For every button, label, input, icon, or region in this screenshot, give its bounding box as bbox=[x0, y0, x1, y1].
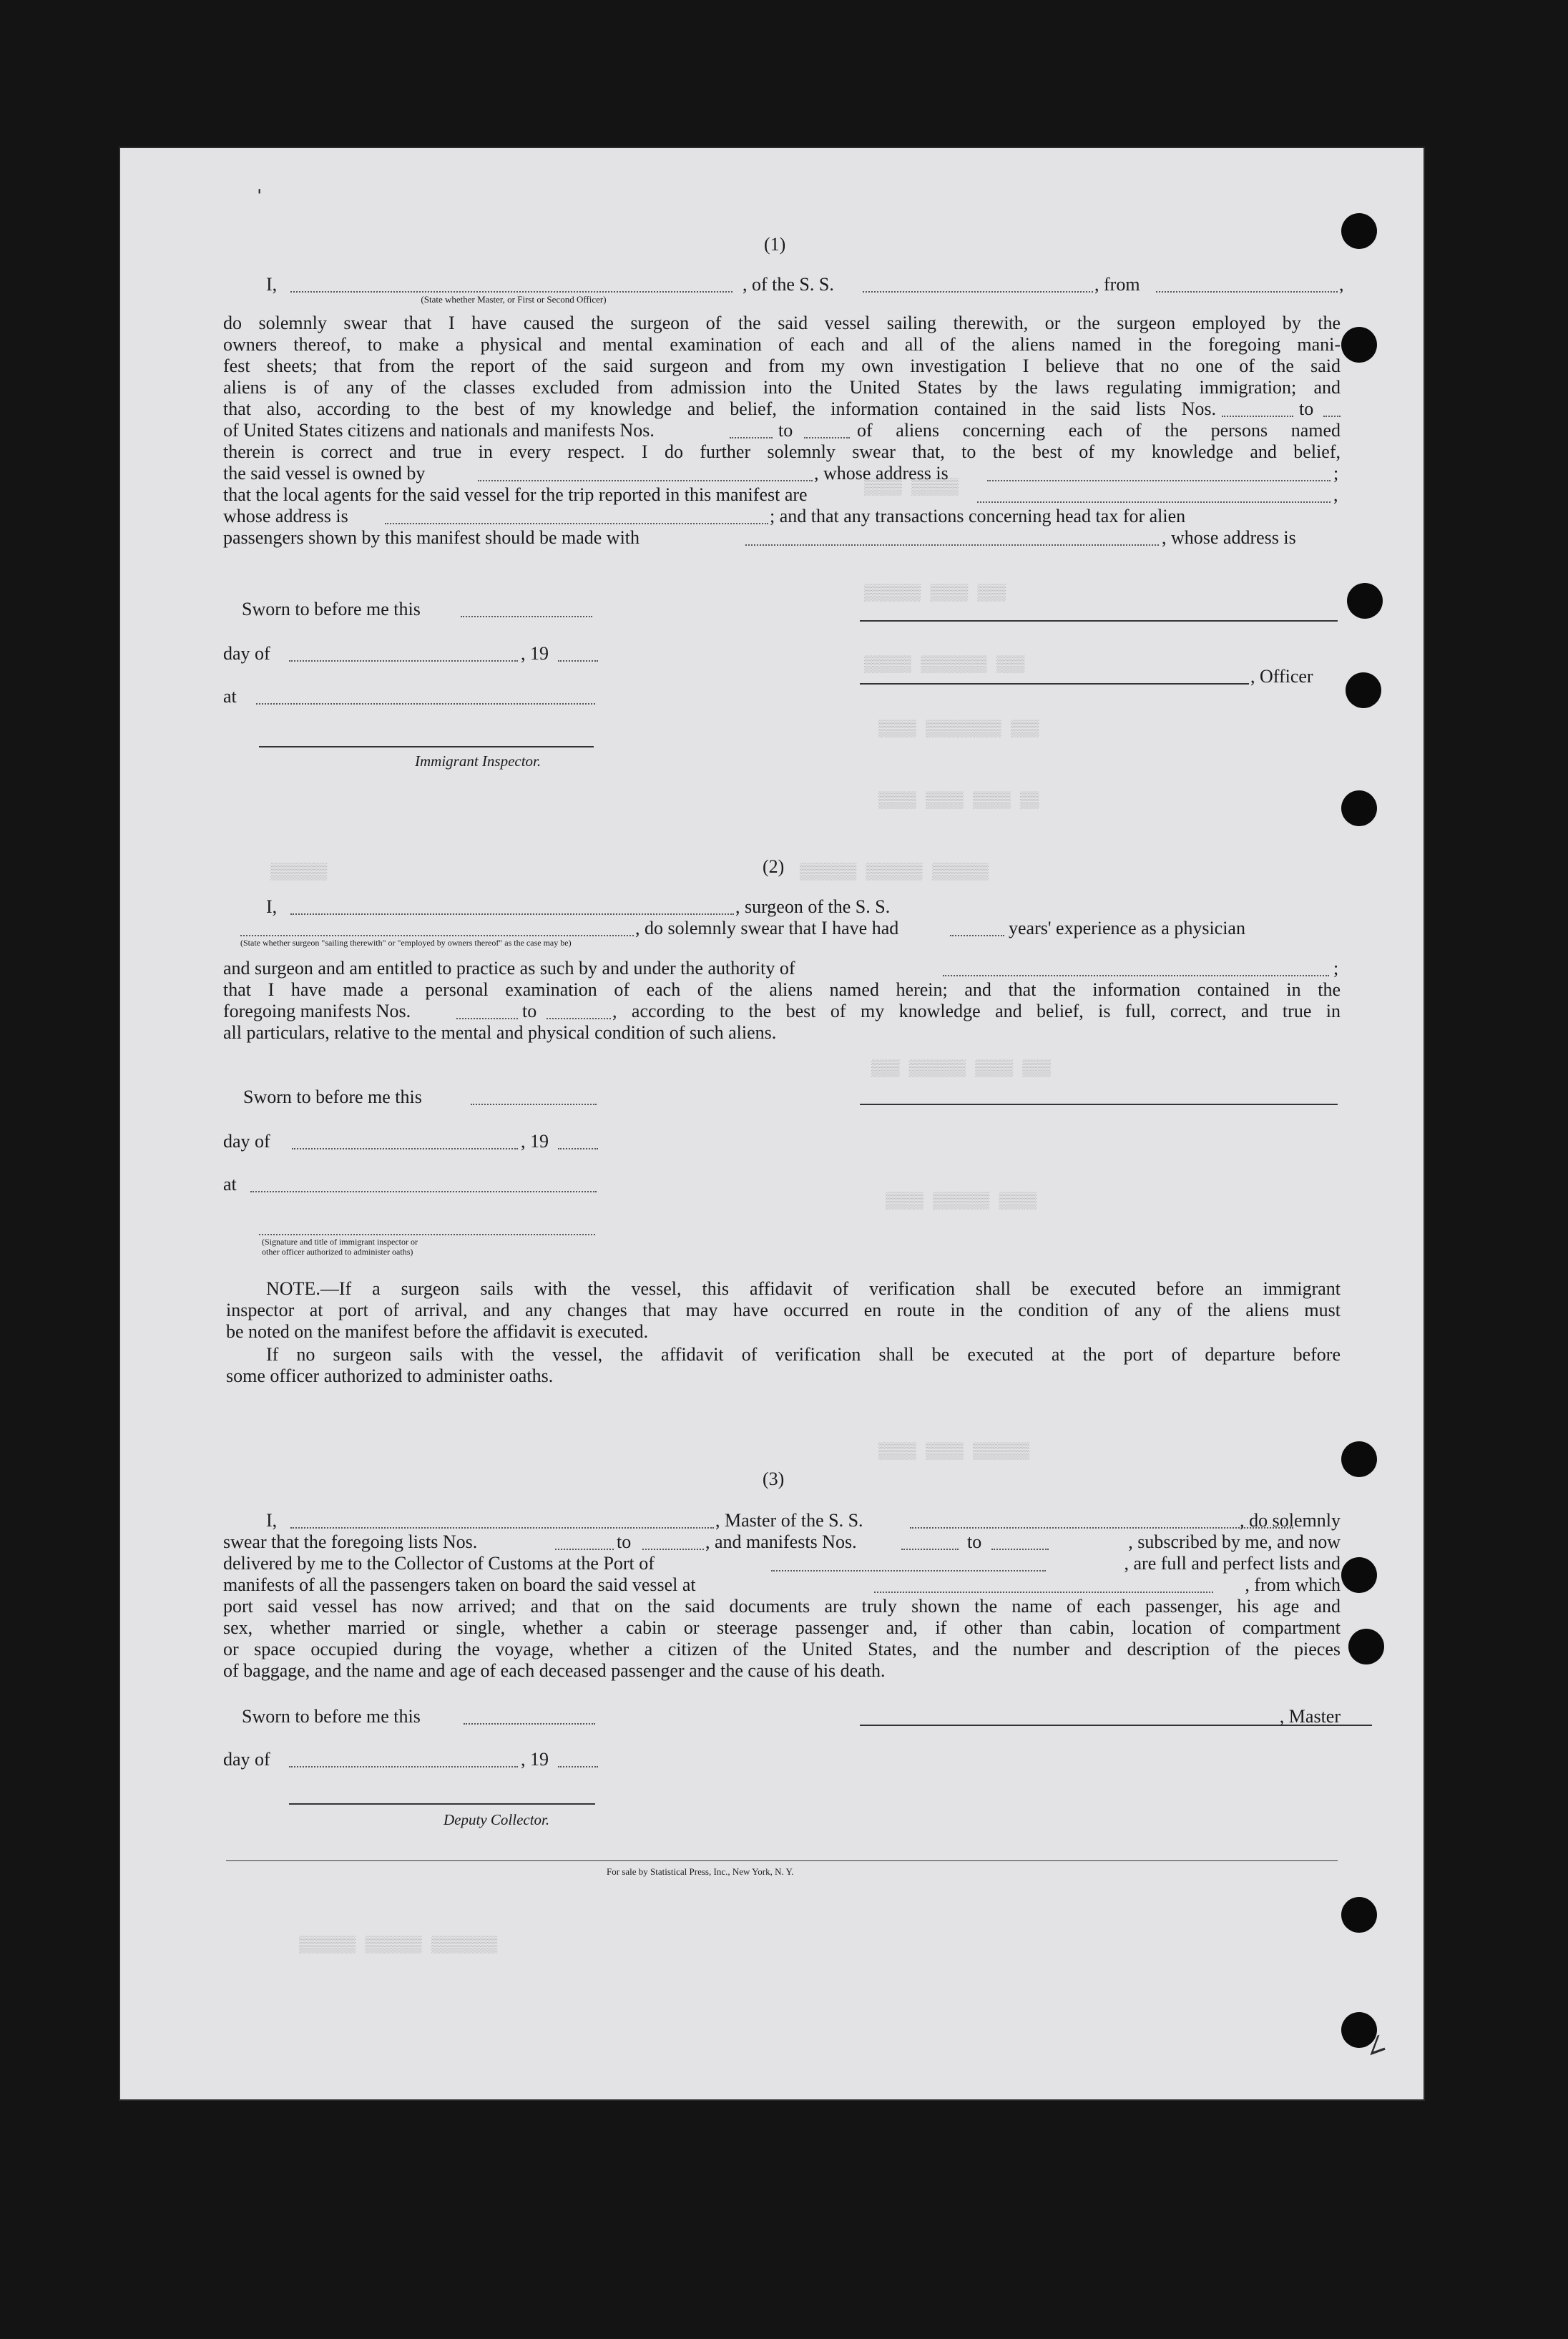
bleed-through-text: ▒▒▒▒▒▒ ▒▒▒▒▒▒ ▒▒▒▒▒▒▒ bbox=[299, 1936, 498, 1954]
s2-signature-line bbox=[860, 1104, 1338, 1105]
at-label: at bbox=[223, 686, 237, 707]
note-text: be noted on the manifest before the affidavit is executed. bbox=[226, 1321, 649, 1342]
note-text: NOTE.—If a surgeon sails with the vessel, this affidavit of verification shall be executed before an immigrant bbox=[266, 1278, 1341, 1299]
manifests-from-field[interactable] bbox=[730, 437, 773, 438]
surgeon-note: (State whether surgeon "sailing therewith" or "employed by owners thereof" as the case may be) bbox=[240, 938, 572, 948]
s1-paragraph-line: of United States citizens and nationals and manifests Nos. bbox=[223, 420, 655, 441]
to-label: to bbox=[617, 1531, 632, 1552]
master-of-label: , Master of the S. S. bbox=[715, 1510, 863, 1531]
authority-field[interactable] bbox=[943, 975, 1329, 976]
sworn-label: Sworn to before me this bbox=[242, 599, 421, 619]
lists-to-field[interactable] bbox=[1323, 416, 1341, 417]
inspector-label: Immigrant Inspector. bbox=[415, 752, 542, 770]
deputy-signature-line bbox=[289, 1803, 595, 1805]
foregoing-from-field[interactable] bbox=[456, 1018, 518, 1019]
at-field[interactable] bbox=[256, 703, 595, 705]
s2-sworn-field[interactable] bbox=[471, 1104, 597, 1105]
officer-line bbox=[860, 683, 1249, 685]
whose-address-label: , whose address is bbox=[814, 463, 949, 484]
port-field[interactable] bbox=[771, 1570, 1046, 1571]
s3-paragraph-line: port said vessel has now arrived; and that on the said documents are truly shown the name of each passenger, his age and bbox=[223, 1596, 1341, 1617]
delivered-label: delivered by me to the Collector of Customs at the Port of bbox=[223, 1553, 655, 1574]
to-label: to bbox=[522, 1001, 537, 1021]
note-text: If no surgeon sails with the vessel, the affidavit of verification shall be executed at the port of departure before bbox=[266, 1344, 1341, 1365]
day-of-field[interactable] bbox=[289, 660, 518, 662]
binder-hole bbox=[1347, 583, 1383, 619]
years-exp-text: years' experience as a physician bbox=[1009, 918, 1245, 938]
binder-hole bbox=[1346, 672, 1381, 708]
bleed-through-text: ▒▒▒ ▒▒▒▒▒▒ ▒▒▒▒ ▒▒▒ bbox=[871, 1060, 1051, 1078]
officer-note: (State whether Master, or First or Second Officer) bbox=[421, 294, 607, 305]
s1-paragraph-line: that also, according to the best of my knowledge and belief, the information contained in the said lists Nos. bbox=[223, 398, 1216, 419]
binder-hole bbox=[1341, 1897, 1377, 1933]
to-label: to bbox=[1299, 398, 1314, 419]
s2-i-label: I, bbox=[266, 896, 278, 917]
to-label: to bbox=[967, 1531, 982, 1552]
s3-i-label: I, bbox=[266, 1510, 278, 1531]
binder-hole bbox=[1341, 1441, 1377, 1477]
owner-field[interactable] bbox=[478, 480, 813, 481]
year-label: , 19 bbox=[521, 643, 549, 664]
master-label: , Master bbox=[1279, 1706, 1341, 1727]
sworn-label: Sworn to before me this bbox=[242, 1706, 421, 1727]
inspector-signature-line bbox=[259, 746, 594, 747]
officer-field[interactable] bbox=[290, 291, 732, 293]
bleed-through-text: ▒▒▒▒ ▒▒▒▒▒▒ ▒▒▒▒ bbox=[886, 1192, 1037, 1210]
do-solemnly-label: , do solemnly bbox=[1240, 1510, 1341, 1531]
deputy-label: Deputy Collector. bbox=[444, 1811, 550, 1828]
manifest-page bbox=[120, 148, 1424, 2099]
s1-from-label: , from bbox=[1094, 274, 1140, 295]
and-manifests-label: , and manifests Nos. bbox=[705, 1531, 857, 1552]
bleed-through-text: ▒▒▒▒▒▒ ▒▒▒▒ ▒▒▒ bbox=[864, 584, 1006, 602]
s1-paragraph-line: the said vessel is owned by bbox=[223, 463, 426, 484]
note-text: some officer authorized to administer oaths. bbox=[226, 1365, 554, 1386]
surgeon-name-field[interactable] bbox=[290, 913, 734, 915]
lists-from-field[interactable] bbox=[1222, 416, 1293, 417]
section-3-heading: (3) bbox=[763, 1468, 785, 1489]
year-field[interactable] bbox=[558, 660, 598, 662]
s2-day-field[interactable] bbox=[292, 1148, 518, 1149]
bleed-through-text: ▒▒▒▒ ▒▒▒▒▒▒▒▒ ▒▒▒ bbox=[878, 720, 1039, 738]
note-text: inspector at port of arrival, and any changes that may have occurred en route in the condition of any of the aliens must bbox=[226, 1300, 1341, 1320]
swear-lists-label: swear that the foregoing lists Nos. bbox=[223, 1531, 478, 1552]
signature-note: other officer authorized to administer oaths) bbox=[262, 1247, 413, 1257]
day-of-label: day of bbox=[223, 643, 270, 664]
at-label: at bbox=[223, 1174, 237, 1195]
local-agents-field[interactable] bbox=[977, 501, 1331, 503]
full-perfect-label: , are full and perfect lists and bbox=[1124, 1553, 1341, 1574]
s1-of-ss-label: , of the S. S. bbox=[743, 274, 834, 295]
according-text: , according to the best of my knowledge and belief, is full, correct, and true in bbox=[612, 1001, 1341, 1021]
binder-hole bbox=[1341, 213, 1377, 249]
semicolon: ; bbox=[1333, 463, 1339, 484]
swear-had-text: , do solemnly swear that I have had bbox=[635, 918, 899, 938]
s3-manifests-to-field[interactable] bbox=[991, 1549, 1049, 1550]
s2-year-field[interactable] bbox=[558, 1148, 598, 1149]
page-number-mark: ∠ bbox=[1358, 2026, 1393, 2066]
s3-manifests-from-field[interactable] bbox=[901, 1549, 959, 1550]
binder-hole bbox=[1341, 790, 1377, 826]
section-1-heading: (1) bbox=[764, 234, 786, 255]
day-of-label: day of bbox=[223, 1131, 270, 1152]
of-aliens-text: of aliens concerning each of the persons named bbox=[857, 420, 1341, 441]
s1-paragraph-line: therein is correct and true in every respect. I do further solemnly swear that, to the best of my knowledge and belief, bbox=[223, 441, 1341, 462]
s2-inspector-signature-field[interactable] bbox=[259, 1234, 595, 1235]
section-2-heading: (2) bbox=[763, 856, 785, 877]
bleed-through-text: ▒▒▒▒▒ ▒▒▒▒▒▒▒ ▒▒▒ bbox=[864, 656, 1025, 674]
bleed-through-text: ▒▒▒▒ ▒▒▒▒▒ bbox=[864, 479, 959, 496]
years-field[interactable] bbox=[950, 935, 1004, 936]
agents-address-field[interactable] bbox=[385, 523, 768, 524]
s3-sworn-field[interactable] bbox=[464, 1723, 595, 1725]
bleed-through-text: ▒▒▒▒▒▒ bbox=[270, 863, 328, 881]
s3-lists-to-field[interactable] bbox=[642, 1549, 704, 1550]
manifests-all-label: manifests of all the passengers taken on board the said vessel at bbox=[223, 1574, 696, 1595]
s1-paragraph-line: whose address is bbox=[223, 506, 348, 526]
owner-address-field[interactable] bbox=[987, 480, 1331, 481]
s3-paragraph-line: or space occupied during the voyage, whether a citizen of the United States, and the number and description of the pieces bbox=[223, 1639, 1341, 1659]
semicolon: ; bbox=[1333, 958, 1339, 979]
footer-rule bbox=[226, 1860, 1338, 1861]
s1-paragraph-line: owners thereof, to make a physical and mental examination of each and all of the aliens named in the foregoing mani- bbox=[223, 334, 1341, 355]
s1-i-label: I, bbox=[266, 274, 278, 295]
s1-paragraph-line: that the local agents for the said vessel for the trip reported in this manifest are bbox=[223, 484, 808, 505]
from-which-label: , from which bbox=[1245, 1574, 1341, 1595]
binder-hole bbox=[1341, 1557, 1377, 1593]
to-label: to bbox=[778, 420, 793, 441]
s1-paragraph-line: aliens is of any of the classes excluded from admission into the United States by the laws regulating immigration; and bbox=[223, 377, 1341, 398]
s1-paragraph-line: passengers shown by this manifest should be made with bbox=[223, 527, 640, 548]
s1-comma: , bbox=[1339, 274, 1344, 295]
vessel-field[interactable] bbox=[863, 291, 1093, 293]
day-of-label: day of bbox=[223, 1749, 270, 1770]
departure-port-field[interactable] bbox=[874, 1592, 1213, 1593]
surgeon-of-label: , surgeon of the S. S. bbox=[735, 896, 891, 917]
bleed-through-text: ▒▒▒▒ ▒▒▒▒ ▒▒▒▒▒▒ bbox=[878, 1443, 1030, 1461]
binder-hole bbox=[1348, 1629, 1384, 1664]
foregoing-to-field[interactable] bbox=[547, 1018, 611, 1019]
year-label: , 19 bbox=[521, 1131, 549, 1152]
sworn-label: Sworn to before me this bbox=[243, 1087, 422, 1107]
head-tax-party-field[interactable] bbox=[745, 544, 1159, 546]
s1-paragraph-line: do solemnly swear that I have caused the surgeon of the said vessel sailing therewith, or the surgeon employed by the bbox=[223, 313, 1341, 333]
surgeon-type-field[interactable] bbox=[240, 935, 634, 936]
bleed-through-text: ▒▒▒▒▒▒ ▒▒▒▒▒▒ ▒▒▒▒▒▒ bbox=[800, 863, 989, 881]
sworn-day-field[interactable] bbox=[461, 616, 592, 617]
binder-hole bbox=[1341, 327, 1377, 363]
manifests-to-field[interactable] bbox=[804, 437, 850, 438]
master-name-field[interactable] bbox=[290, 1527, 714, 1529]
s3-lists-from-field[interactable] bbox=[555, 1549, 614, 1550]
head-tax-text: ; and that any transactions concerning head tax for alien bbox=[770, 506, 1186, 526]
s2-at-field[interactable] bbox=[250, 1191, 597, 1192]
authority-text: and surgeon and am entitled to practice as such by and under the authority of bbox=[223, 958, 795, 979]
examination-text: that I have made a personal examination of each of the aliens named herein; and that the information contained in the bbox=[223, 979, 1341, 1000]
foregoing-label: foregoing manifests Nos. bbox=[223, 1001, 411, 1021]
comma: , bbox=[1333, 484, 1338, 505]
officer-signature-line bbox=[860, 620, 1338, 622]
officer-label: , Officer bbox=[1250, 666, 1313, 687]
s3-paragraph-line: sex, whether married or single, whether a cabin or steerage passenger and, if other than cabin, location of compartment bbox=[223, 1617, 1341, 1638]
s3-day-field[interactable] bbox=[289, 1766, 518, 1767]
signature-note: (Signature and title of immigrant inspector or bbox=[262, 1237, 418, 1247]
corner-tick-mark: ˌ bbox=[255, 162, 265, 194]
whose-address-end: , whose address is bbox=[1162, 527, 1296, 548]
subscribed-label: , subscribed by me, and now bbox=[1128, 1531, 1341, 1552]
particulars-text: all particulars, relative to the mental and physical condition of such aliens. bbox=[223, 1022, 777, 1043]
s1-paragraph-line: fest sheets; that from the report of the said surgeon and from my own investigation I believe that no one of the said bbox=[223, 355, 1341, 376]
footer-text: For sale by Statistical Press, Inc., New York, N. Y. bbox=[607, 1866, 794, 1877]
from-field[interactable] bbox=[1156, 291, 1338, 293]
s3-paragraph-line: of baggage, and the name and age of each deceased passenger and the cause of his death. bbox=[223, 1660, 886, 1681]
year-label: , 19 bbox=[521, 1749, 549, 1770]
s3-year-field[interactable] bbox=[558, 1766, 598, 1767]
bleed-through-text: ▒▒▒▒ ▒▒▒▒ ▒▒▒▒ ▒▒ bbox=[878, 792, 1039, 810]
